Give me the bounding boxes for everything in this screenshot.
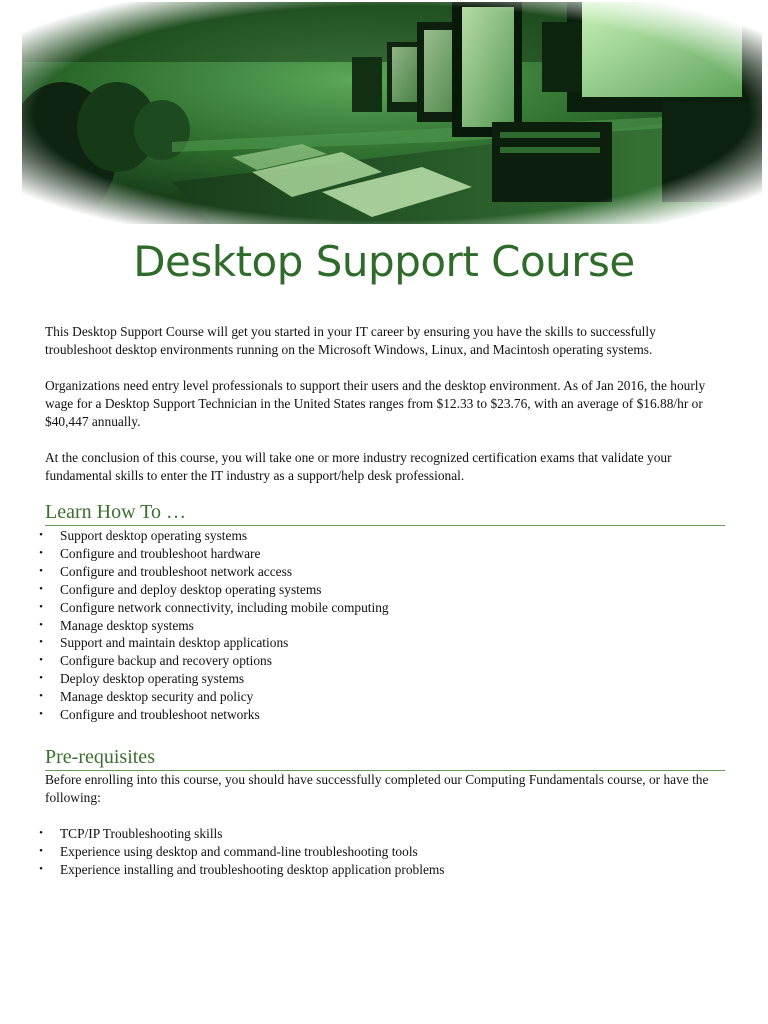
bullet-icon: • (39, 708, 43, 721)
learn-heading: Learn How To … (45, 499, 725, 526)
bullet-icon: • (39, 844, 43, 857)
list-item: • Manage desktop security and policy (35, 688, 725, 706)
bullet-icon: • (39, 582, 43, 595)
bullet-icon: • (39, 546, 43, 559)
bullet-icon: • (39, 636, 43, 649)
bullet-icon: • (39, 654, 43, 667)
intro-paragraph: At the conclusion of this course, you will take one or more industry recognized certification exams that validate your fundamental skills to enter the IT industry as a support/help desk professional. (45, 450, 672, 483)
bullet-icon: • (39, 672, 43, 685)
list-item: • Experience installing and troubleshooting desktop application problems (35, 861, 725, 879)
hero-image (22, 2, 762, 224)
bullet-icon: • (39, 564, 43, 577)
list-item: • Experience using desktop and command-line troubleshooting tools (35, 843, 725, 861)
bullet-icon: • (39, 826, 43, 839)
list-item: • Support and maintain desktop applications (35, 634, 725, 652)
bullet-icon: • (39, 600, 43, 613)
intro-paragraph: Organizations need entry level professionals to support their users and the desktop environment. As of Jan 2016, the hourly wage for a Desktop Support Technician in the United States ranges from $12.33 to $23.76, with an average of $16.88/hr or $40,447 annually. (45, 378, 706, 429)
list-item: • TCP/IP Troubleshooting skills (35, 825, 725, 843)
list-item: • Configure and troubleshoot networks (35, 706, 725, 724)
list-item: • Manage desktop systems (35, 617, 725, 635)
prereq-list (35, 825, 725, 879)
list-item: • Configure network connectivity, including mobile computing (35, 599, 725, 617)
bullet-icon: • (39, 618, 43, 631)
learn-list (35, 527, 725, 724)
bullet-icon: • (39, 529, 43, 541)
intro-paragraph: This Desktop Support Course will get you started in your IT career by ensuring you have the skills to successfully troubleshoot desktop environments running on the Microsoft Windows, Linux, and Macintosh operating systems. (45, 324, 656, 357)
page-title: Desktop Support Course (133, 237, 635, 286)
prereq-heading: Pre-requisites (45, 744, 725, 771)
list-item: • Deploy desktop operating systems (35, 670, 725, 688)
list-item: • Configure and troubleshoot hardware (35, 545, 725, 563)
list-item: • Configure and deploy desktop operating systems (35, 581, 725, 599)
list-item: • Support desktop operating systems (35, 527, 725, 545)
list-item: • Configure backup and recovery options (35, 652, 725, 670)
bullet-icon: • (39, 690, 43, 703)
bullet-icon: • (39, 862, 43, 875)
prereq-intro: Before enrolling into this course, you should have successfully completed our Computing Fundamentals course, or have the following: (45, 771, 709, 805)
list-item: • Configure and troubleshoot network access (35, 563, 725, 581)
main-content (39, 323, 725, 879)
